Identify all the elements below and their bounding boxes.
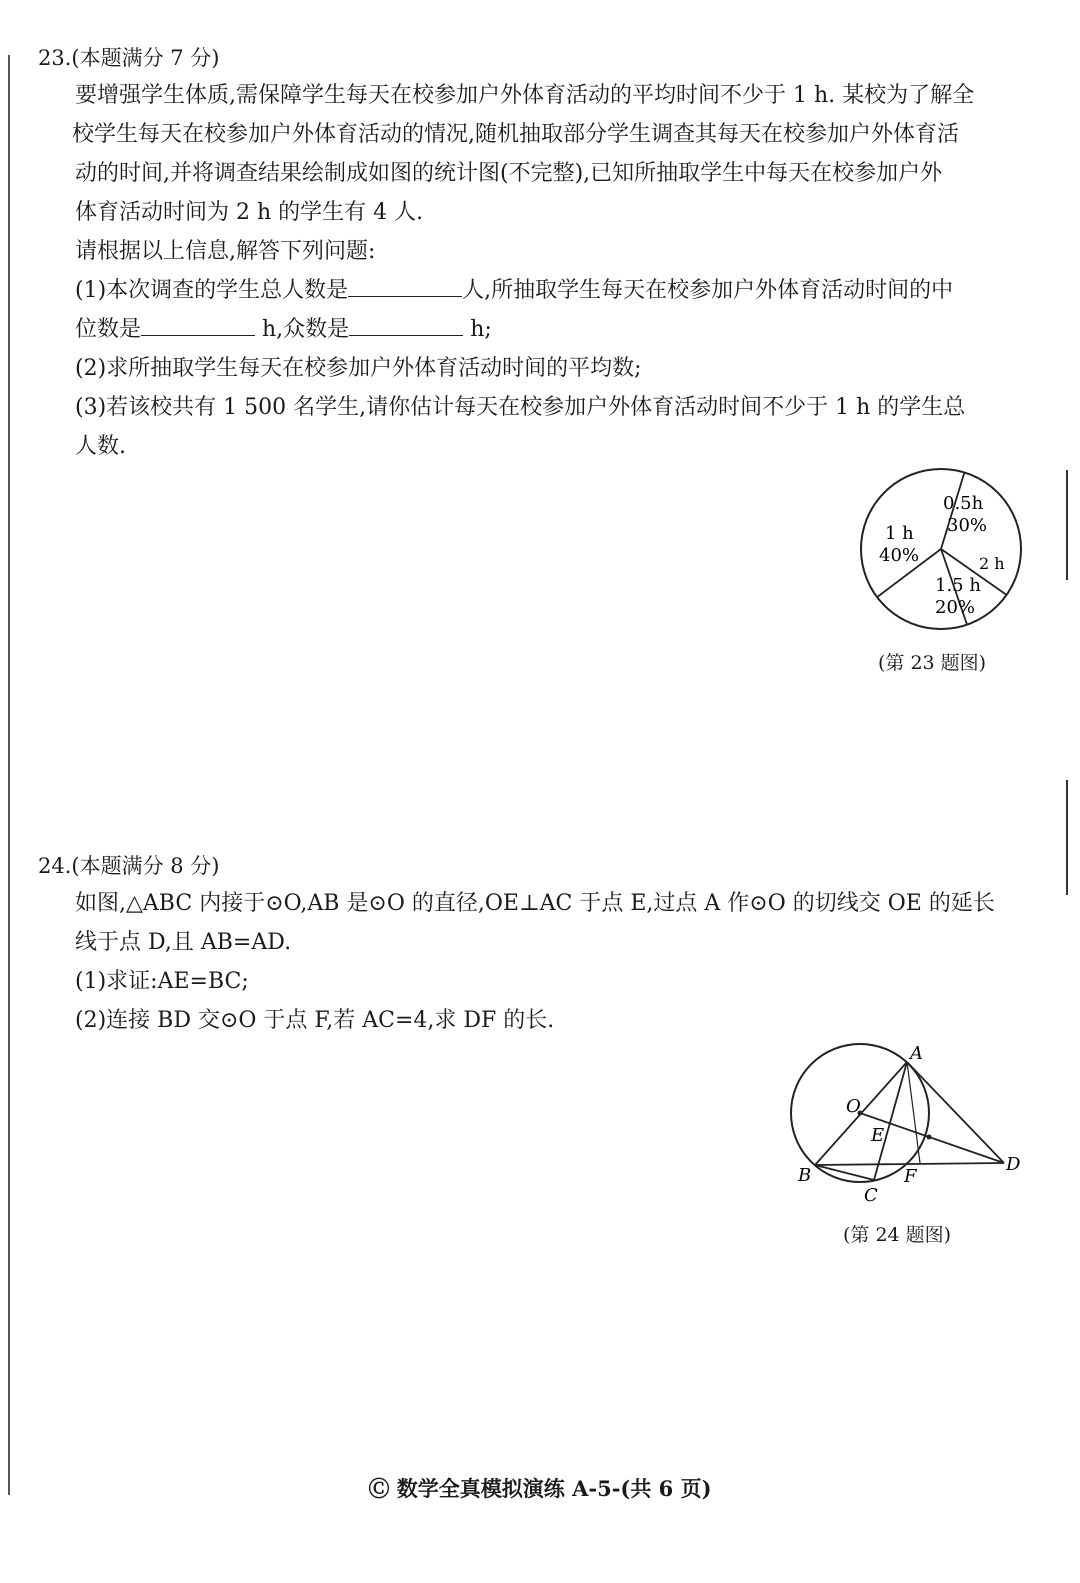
segment-ad (907, 1062, 1004, 1163)
q23-part1-text-c: 位数是 (75, 317, 142, 342)
q24-figure-caption: (第 24 题图) (843, 1224, 952, 1246)
q23-line-4: 体育活动时间为 2 h 的学生有 4 人. (75, 200, 424, 225)
q23-line-2: 校学生每天在校参加户外体育活动的情况,随机抽取部分学生调查其每天在校参加户外体育活 (72, 122, 959, 147)
q24-number: 24. (38, 854, 72, 878)
q23-line-1: 要增强学生体质,需保障学生每天在校参加户外体育活动的平均时间不少于 1 h. 某校为了解全 (75, 83, 975, 108)
q24-line-1: 如图,△ABC 内接于⊙O,AB 是⊙O 的直径,OE⊥AC 于点 E,过点 A 作⊙O 的切线交 OE 的延长 (75, 891, 995, 916)
q24-score: (本题满分 8 分) (71, 854, 220, 878)
q24-body (75, 884, 1025, 1040)
pie-percent-20: 20% (935, 597, 976, 618)
q23-part1-text-b: 人,所抽取学生每天在校参加户外体育活动时间的中 (462, 278, 954, 303)
q23-line-3: 动的时间,并将调查结果绘制成如图的统计图(不完整),已知所抽取学生中每天在校参加户外 (75, 161, 943, 186)
q23-part3-line2: 人数. (75, 434, 126, 459)
pie-label-2h: 2 h (979, 554, 1005, 573)
q23-number: 23. (38, 46, 72, 70)
page-footer: Ⓒ 数学全真模拟演练 A-5-(共 6 页) (368, 1476, 712, 1501)
label-f: F (904, 1166, 917, 1187)
pie-label-0-5h: 0.5h (943, 493, 984, 514)
answer-blank-median[interactable] (141, 311, 255, 336)
margin-line-right-mid (1066, 780, 1068, 895)
label-c: C (864, 1185, 878, 1206)
margin-line-right-upper (1066, 470, 1068, 580)
q24-part2: (2)连接 BD 交⊙O 于点 F,若 AC=4,求 DF 的长. (75, 1008, 555, 1033)
q23-part1-text-d: h,众数是 (262, 317, 350, 342)
q24-header (38, 850, 220, 880)
label-b: B (798, 1165, 812, 1186)
label-e: E (871, 1125, 885, 1146)
q23-header (38, 42, 220, 72)
label-o: O (846, 1096, 861, 1117)
q23-part1-line1 (75, 271, 1025, 310)
label-a: A (910, 1043, 923, 1064)
pie-percent-30: 30% (947, 515, 988, 536)
answer-blank-total[interactable] (348, 272, 462, 297)
point-e-dot (927, 1135, 932, 1140)
answer-blank-mode[interactable] (349, 311, 463, 336)
q24-part1: (1)求证:AE=BC; (75, 969, 249, 994)
q23-line-5: 请根据以上信息,解答下列问题: (75, 239, 376, 264)
q23-part1-line2 (75, 310, 1025, 349)
q24-geometry-figure (780, 1035, 1030, 1215)
pie-label-1-5h: 1.5 h (935, 575, 981, 596)
pie-label-1h: 1 h (885, 523, 914, 544)
q23-score: (本题满分 7 分) (71, 46, 220, 70)
label-d: D (1006, 1154, 1021, 1175)
q24-line-2: 线于点 D,且 AB=AD. (75, 930, 292, 955)
pie-percent-40: 40% (879, 545, 920, 566)
q23-pie-chart (855, 465, 1035, 645)
q23-part1-text-e: h; (470, 317, 492, 342)
q23-part2: (2)求所抽取学生每天在校参加户外体育活动时间的平均数; (75, 356, 642, 381)
margin-line-top (8, 55, 10, 1495)
q23-part1-text-a: (1)本次调查的学生总人数是 (75, 278, 349, 303)
q23-figure-caption: (第 23 题图) (878, 652, 987, 674)
q23-body (72, 76, 1025, 466)
segment-bd (815, 1163, 1004, 1165)
q23-part3-line1: (3)若该校共有 1 500 名学生,请你估计每天在校参加户外体育活动时间不少于 1 h 的学生总 (75, 395, 966, 420)
